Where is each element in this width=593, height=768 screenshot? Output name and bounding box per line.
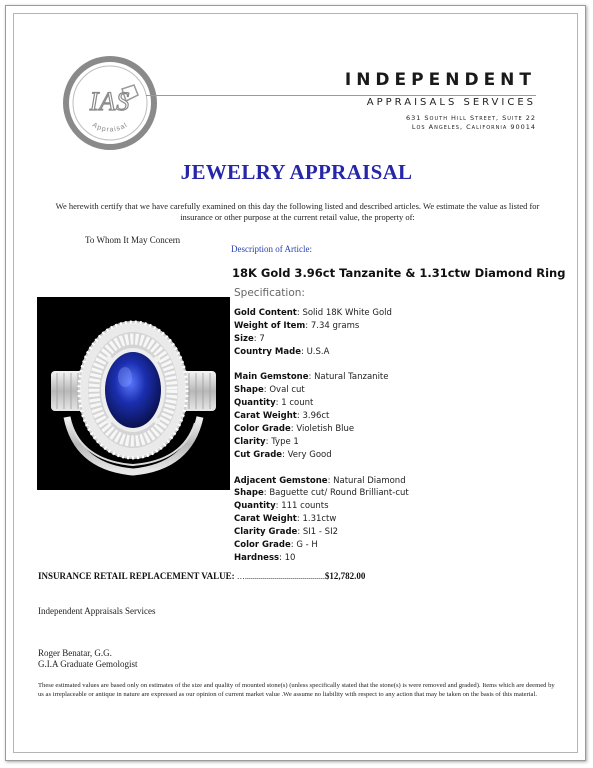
spec-label: Adjacent Gemstone	[234, 475, 328, 486]
spec-row: Clarity: Type 1	[234, 436, 299, 447]
spec-group-main-gemstone	[234, 371, 554, 461]
spec-label: Clarity	[234, 436, 266, 447]
spec-value: 1.31ctw	[302, 514, 337, 525]
spec-label: Color Grade	[234, 540, 291, 551]
spec-label: Country Made	[234, 346, 301, 357]
spec-row: Quantity: 1 count	[234, 398, 314, 409]
spec-group-gold	[234, 307, 554, 359]
spec-row: Carat Weight: 3.96ct	[234, 411, 330, 422]
spec-value: Baguette cut/ Round Brilliant-cut	[269, 488, 409, 499]
company-address	[300, 114, 536, 132]
spec-row: Quantity: 111 counts	[234, 501, 329, 512]
appraiser-name: Roger Benatar, G.G.	[38, 648, 112, 658]
spec-value: 111 counts	[281, 501, 329, 512]
spec-row: Color Grade: G - H	[234, 540, 318, 551]
spec-value: 7	[259, 333, 265, 344]
spec-label: Carat Weight	[234, 514, 297, 525]
spec-value: Violetish Blue	[296, 424, 355, 435]
spec-value: Type 1	[271, 436, 299, 447]
spec-label: Quantity	[234, 501, 276, 512]
spec-value: G - H	[296, 540, 318, 551]
spec-value: 7.34 grams	[310, 320, 360, 331]
spec-row: Adjacent Gemstone: Natural Diamond	[234, 475, 406, 486]
spec-row: Carat Weight: 1.31ctw	[234, 514, 337, 525]
spec-row: Color Grade: Violetish Blue	[234, 424, 355, 435]
insurance-label: INSURANCE RETAIL REPLACEMENT VALUE:	[38, 571, 235, 581]
spec-value: Very Good	[287, 449, 332, 460]
spec-gap	[234, 359, 554, 372]
insurance-amount: $12,782.00	[324, 571, 366, 581]
spec-label: Weight of Item	[234, 320, 306, 331]
specification-label: Specification:	[234, 287, 305, 299]
spec-row: Cut Grade: Very Good	[234, 449, 332, 460]
appraiser-title: G.I.A Graduate Gemologist	[38, 659, 138, 669]
spec-value: 3.96ct	[302, 411, 330, 422]
spec-value: 1 count	[281, 398, 314, 409]
spec-label: Shape	[234, 385, 264, 396]
spec-label: Quantity	[234, 398, 276, 409]
spec-gap	[234, 462, 554, 475]
insurance-dots: …........................................	[236, 572, 325, 581]
spec-value: SI1 - SI2	[302, 527, 338, 538]
spec-row: Shape: Oval cut	[234, 385, 305, 396]
spec-row: Weight of Item: 7.34 grams	[234, 320, 360, 331]
logo-letters: IAS	[89, 87, 131, 116]
spec-row: Clarity Grade: SI1 - SI2	[234, 527, 338, 538]
ias-logo	[62, 55, 158, 151]
signature-block	[38, 648, 137, 670]
address-line-2: Los Angeles, California 90014	[411, 123, 536, 131]
spec-value: Solid 18K White Gold	[302, 308, 392, 318]
spec-row: Gold Content: Solid 18K White Gold	[234, 308, 392, 318]
spec-label: Cut Grade	[234, 449, 283, 460]
company-subtitle: APPRAISALS SERVICES	[366, 97, 536, 108]
spec-value: U.S.A	[306, 346, 330, 357]
logo-arc-text: Appraisal	[90, 121, 130, 134]
spec-label: Carat Weight	[234, 411, 297, 422]
item-title: 18K Gold 3.96ct Tanzanite & 1.31ctw Diamond Ring	[232, 266, 566, 280]
certification-text: We herewith certify that we have carefully examined on this day the following listed and described articles. We estimate the value as listed for insurance or other purpose at the current retail value, the property of:	[55, 201, 540, 222]
spec-label: Shape	[234, 488, 264, 499]
spec-value: Natural Diamond	[333, 475, 406, 486]
spec-row: Shape: Baguette cut/ Round Brilliant-cut	[234, 488, 409, 499]
disclaimer-text: These estimated values are based only on estimates of the size and quality of mounted stone(s) (unless specifically stated that the stone(s) is were removed and graded). Items which are deemed by us as irreplaceable or antique in nature are expressed as our opinion of current market value .We assume no liability with respect to any action that may be taken on the basis of this material.	[38, 682, 555, 698]
letterhead-rule	[146, 95, 536, 96]
spec-row: Size: 7	[234, 333, 265, 344]
spec-row: Country Made: U.S.A	[234, 346, 330, 357]
spec-label: Clarity Grade	[234, 527, 298, 538]
spec-label: Hardness	[234, 552, 280, 563]
recipient: To Whom It May Concern	[85, 235, 181, 245]
specifications	[234, 307, 554, 565]
page-title: JEWELRY APPRAISAL	[180, 160, 413, 184]
company-name: INDEPENDENT	[344, 70, 536, 90]
signature-company: Independent Appraisals Services	[38, 606, 156, 616]
spec-label: Size	[234, 333, 254, 344]
spec-label: Gold Content	[234, 308, 297, 318]
ring-photo	[37, 297, 230, 490]
spec-value: 10	[284, 552, 296, 563]
spec-row: Hardness: 10	[234, 552, 296, 563]
description-label: Description of Article:	[231, 244, 312, 254]
spec-label: Color Grade	[234, 424, 291, 435]
spec-row: Main Gemstone: Natural Tanzanite	[234, 372, 389, 383]
insurance-value-line	[38, 571, 558, 581]
spec-value: Oval cut	[269, 385, 305, 396]
spec-label: Main Gemstone	[234, 372, 309, 383]
spec-value: Natural Tanzanite	[314, 372, 389, 383]
address-line-1: 631 South Hill Street, Suite 22	[405, 114, 536, 122]
spec-group-adjacent-gemstone	[234, 475, 554, 565]
